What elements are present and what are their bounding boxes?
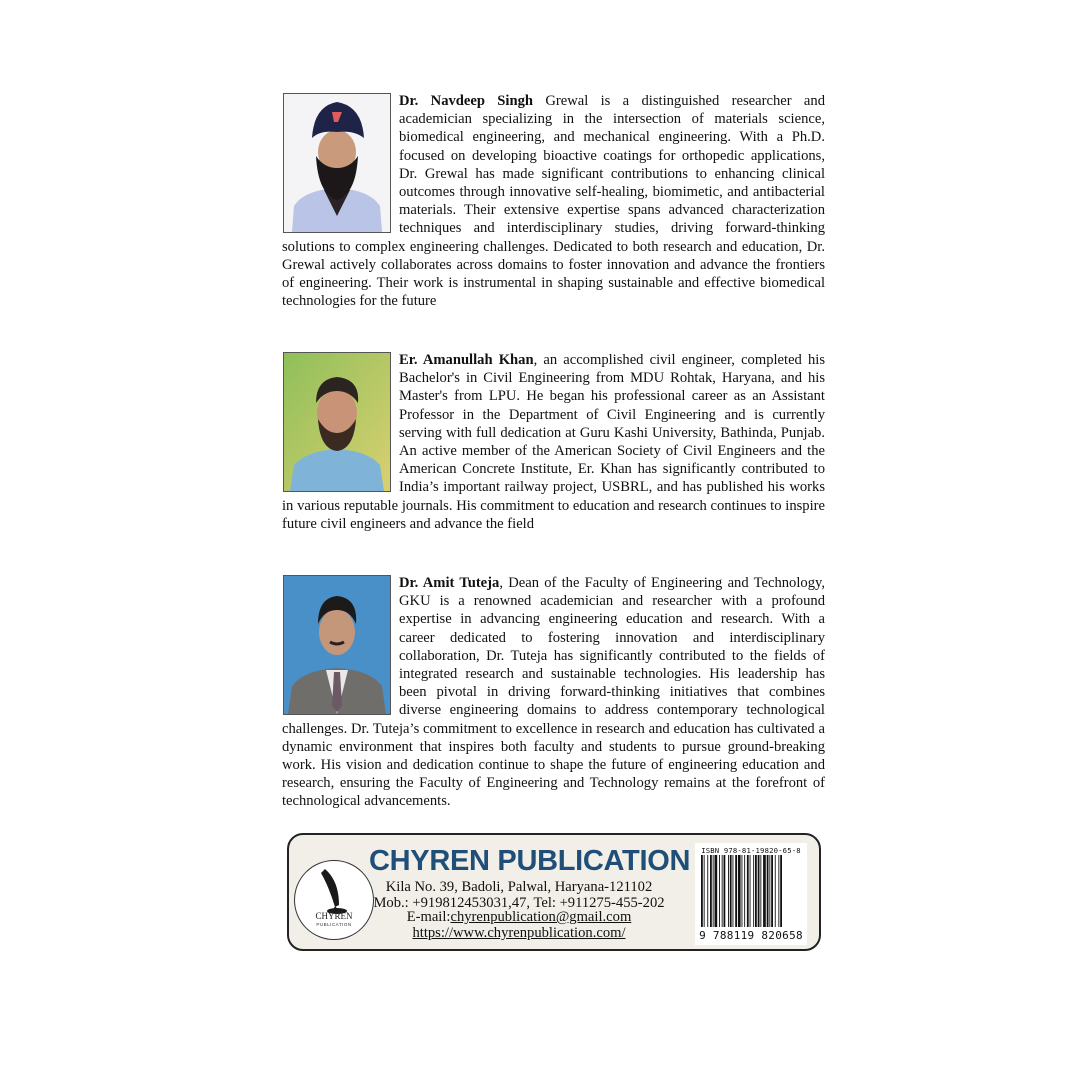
author-text-1: Grewal is a distinguished researcher and academician specializing in the intersection of materials science, biomedical engineering, and mechanical engineering. With a Ph.D. focused on developing bioactive coatings for orthopedic applications, Dr. Grewal has made significant contributions to enhancing clinical outcomes through innovative self-healing, biomimetic, and antibacterial materials. Their extensive expertise spans advanced characterization techniques and interdisciplinary studies, driving forward-thinking solutions to complex engineering challenges. Dedicated to both research and education, Dr. Grewal actively collaborates across domains to foster innovation and advance the frontiers of engineering. Their work is instrumental in shaping sustainable and effective biomedical technologies for the future [282, 93, 825, 310]
person-photo-icon [284, 353, 390, 491]
author-bio-1 [282, 92, 825, 310]
author-name-2: Er. Amanullah Khan [399, 352, 534, 368]
author-photo-3 [283, 575, 391, 715]
email-link[interactable]: chyrenpublication@gmail.com [450, 909, 632, 925]
isbn-barcode [695, 843, 807, 945]
author-name-3: Dr. Amit Tuteja [399, 575, 500, 591]
barcode-digits: 9 788119 820658 [699, 929, 803, 942]
person-photo-icon [284, 94, 390, 232]
email-label: E-mail: [406, 909, 451, 925]
quill-pen-icon [295, 861, 373, 939]
author-bio-2 [282, 351, 825, 533]
author-photo-1 [283, 93, 391, 233]
author-name-1: Dr. Navdeep Singh [399, 93, 534, 109]
logo-subtext: PUBLICATION [316, 922, 352, 927]
publisher-email [369, 909, 669, 926]
publisher-name: CHYREN PUBLICATION [369, 845, 691, 877]
author-text-2: , an accomplished civil engineer, completed his Bachelor's in Civil Engineering from MDU Rohtak, Haryana, and his Master's from LPU. He began his professional career as an Assistant Professor in the Department of Civil Engineering and is currently serving with full dedication at Guru Kashi University, Bathinda, Punjab. An active member of the American Society of Civil Engineers and the American Concrete Institute, Er. Khan has significantly contributed to India’s important railway project, USBRL, and has published his works in various reputable journals. His commitment to education and research continues to inspire future civil engineers and advance the field [282, 352, 825, 532]
author-photo-2 [283, 352, 391, 492]
publisher-address: Kila No. 39, Badoli, Palwal, Haryana-121102 [385, 879, 653, 895]
publisher-phone: Mob.: +919812453031,47, Tel: +911275-455-202 [373, 895, 665, 911]
publisher-logo [294, 860, 374, 940]
author-text-3: , Dean of the Faculty of Engineering and Technology, GKU is a renowned academician and researcher with a profound expertise in advancing engineering education and research. With a career dedicated to fostering innovation and interdisciplinary collaboration, Dr. Tuteja has significantly contributed to the fields of integrated research and sustainable technologies. His leadership has been pivotal in driving forward-thinking initiatives that combines diverse engineering domains to address contemporary technological challenges. Dr. Tuteja’s commitment to excellence in research and education has cultivated a dynamic environment that inspires both faculty and students to pursue ground-breaking work. His vision and dedication continue to shape the future of engineering education and research, ensuring the Faculty of Engineering and Technology remains at the forefront of technological advancements. [282, 575, 825, 810]
barcode-icon [699, 855, 803, 927]
isbn-number: ISBN 978-81-19820-65-8 [701, 846, 801, 855]
publisher-block [287, 833, 821, 951]
publisher-website-link[interactable]: https://www.chyrenpublication.com/ [412, 925, 626, 941]
author-bio-3 [282, 574, 825, 811]
logo-wordmark: CHYREN [315, 911, 353, 921]
person-photo-icon [284, 576, 390, 714]
